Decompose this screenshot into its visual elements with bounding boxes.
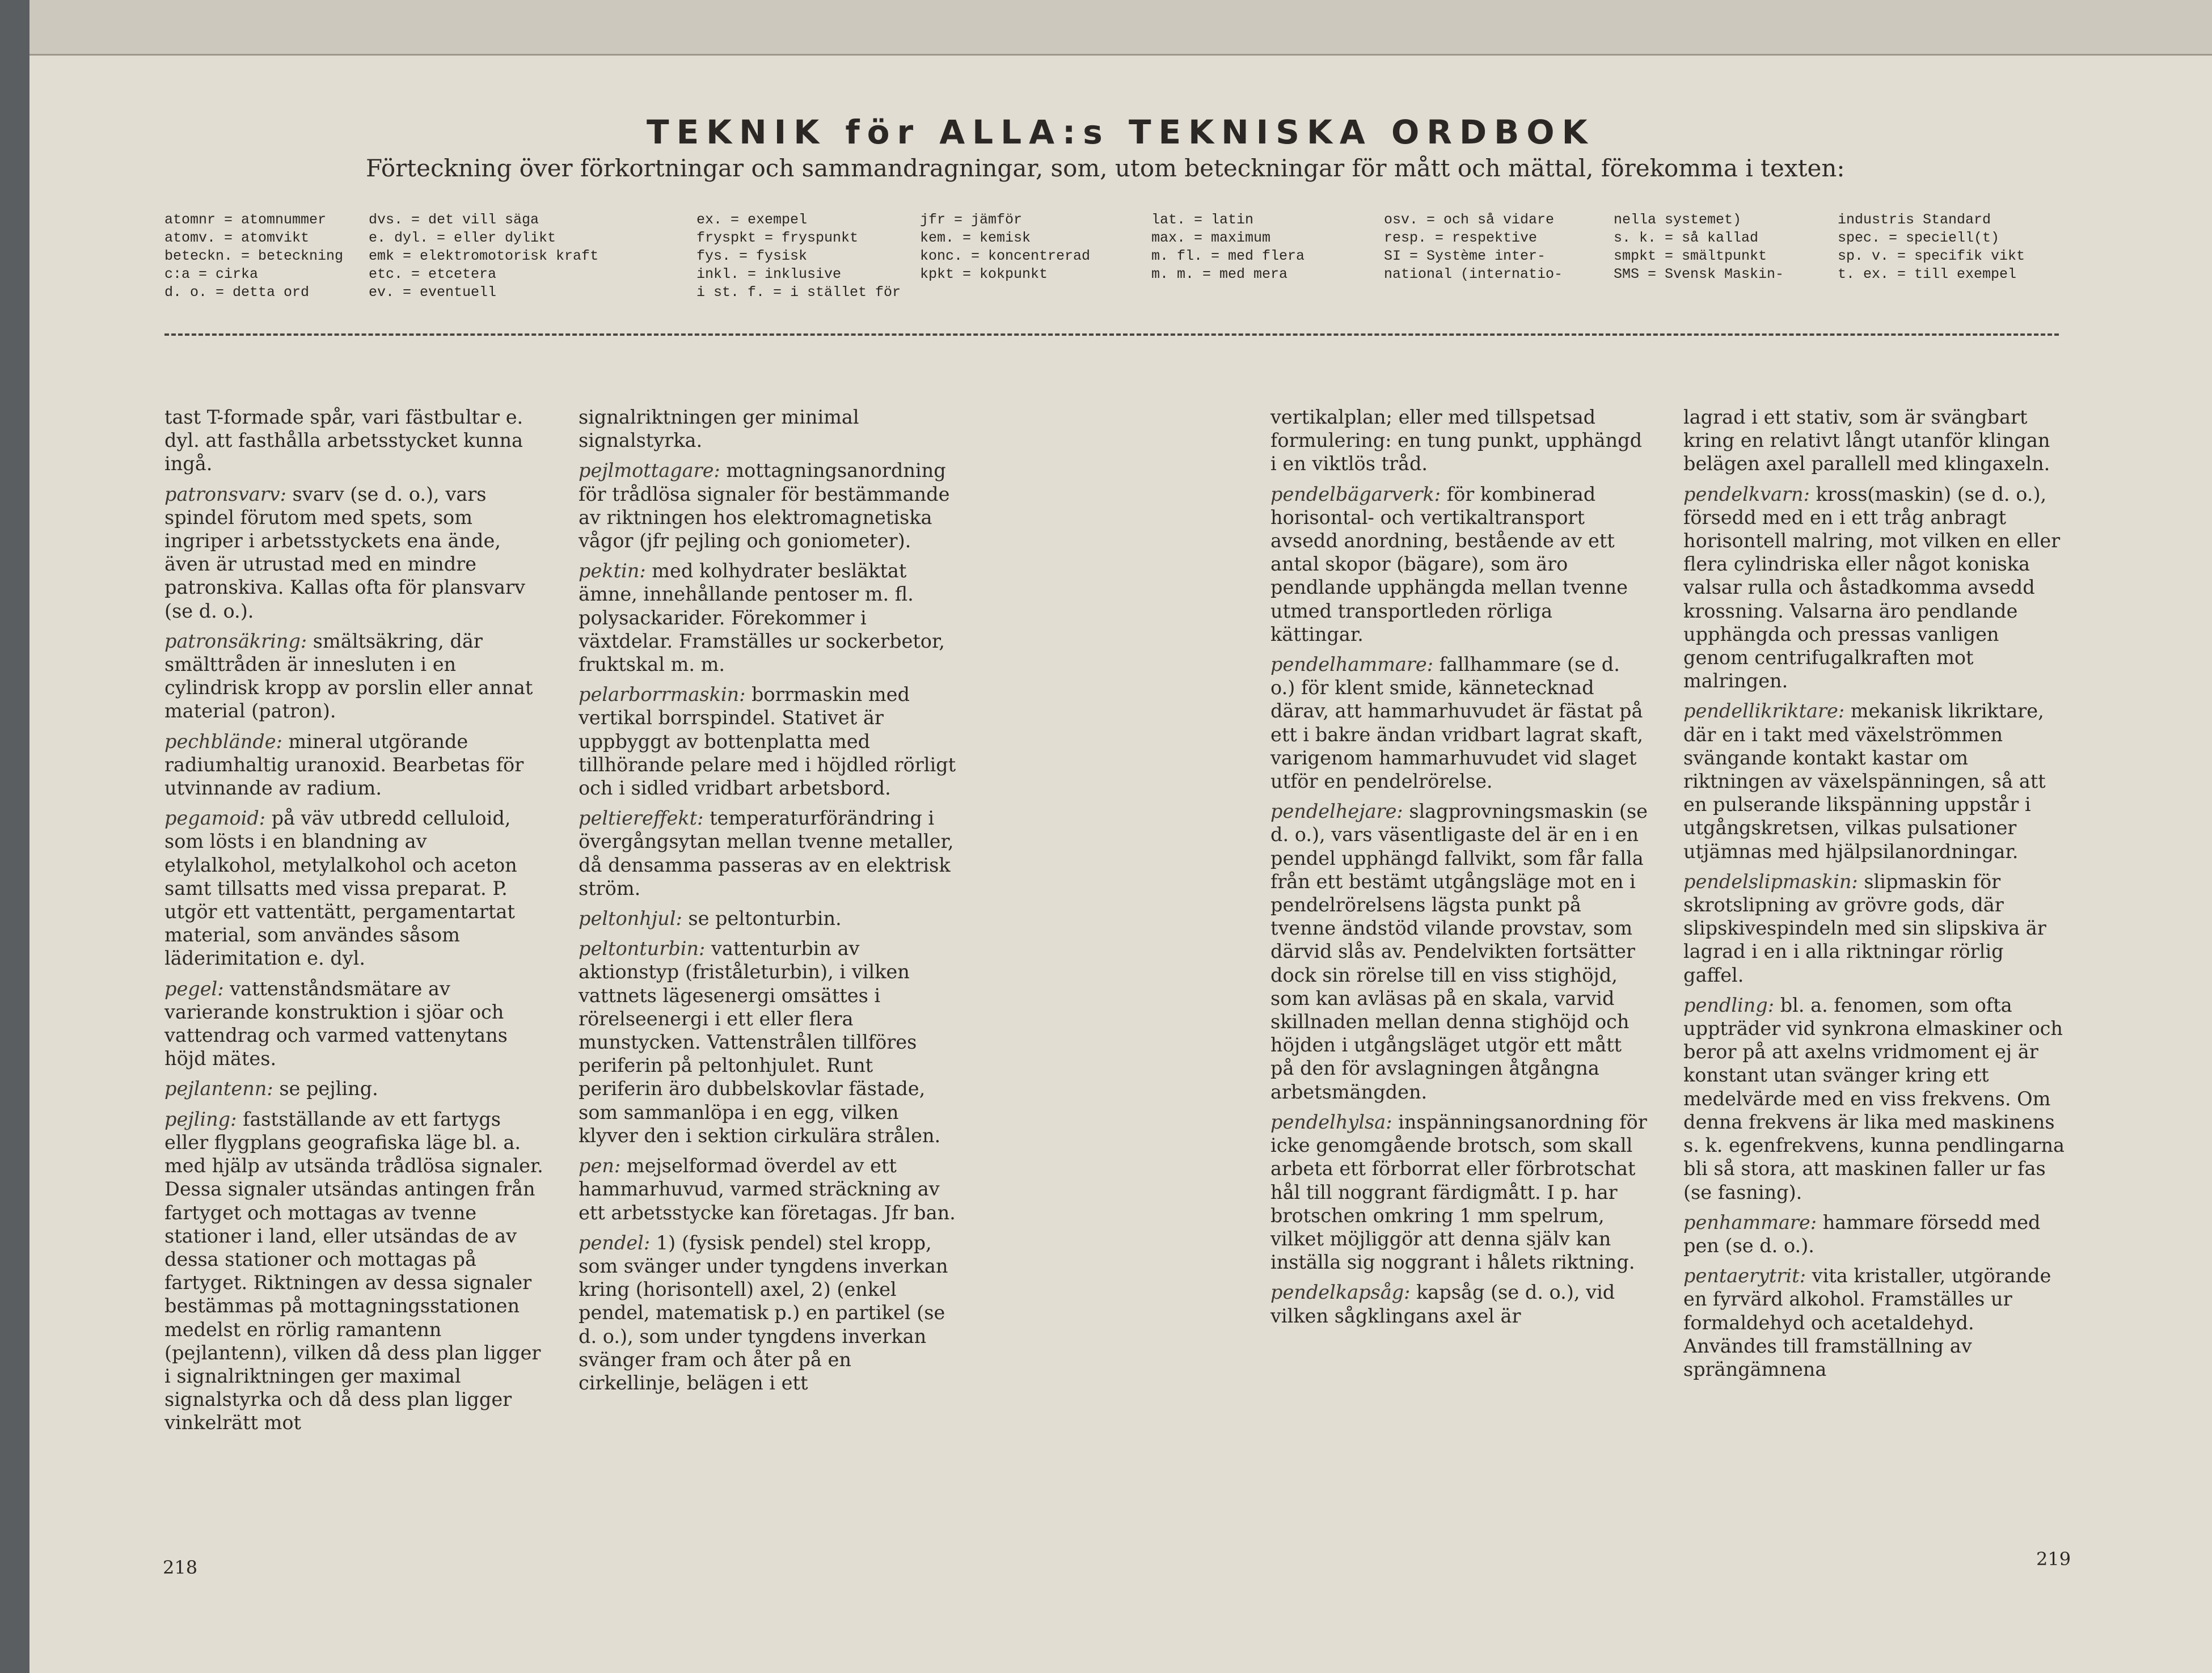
abbreviation-entry: ex. = exempel (696, 212, 808, 228)
abbreviation-entry: SMS = Svensk Maskin- (1614, 266, 1784, 282)
abbreviation-column (164, 211, 343, 302)
entry-definition: vita kristaller, utgörande en fyrvärd alkohol. Framställes ur formaldehyd och acetaldehyd. Användes till framställning av sprängämnena (1683, 1265, 2051, 1380)
dictionary-column (1270, 405, 1648, 1334)
entry-term: pendling: (1683, 994, 1775, 1016)
dictionary-entry (1683, 699, 2069, 863)
entry-term: pechblände: (164, 730, 282, 753)
abbreviation-entry: kpkt = kokpunkt (920, 266, 1048, 282)
dictionary-entry (1683, 483, 2069, 693)
entry-definition: kapsåg (se d. o.), vid vilken sågklingans axel är (1270, 1281, 1615, 1327)
page-number-left: 218 (163, 1557, 198, 1578)
abbreviation-entry: kem. = kemisk (920, 230, 1031, 246)
dictionary-entry (164, 1108, 544, 1435)
entry-definition: med kolhydrater besläktat ämne, innehållande pentoser m. fl. polysackarider. Förekommer i växtdelar. Framställes ur sockerbetor, fruktskal m. m. (579, 560, 945, 676)
abbreviation-entry: spec. = speciell(t) (1838, 230, 2000, 246)
entry-definition: 1) (fysisk pendel) stel kropp, som svänger under tyngdens inverkan kring (horisontell) axel, 2) (enkel pendel, matematisk p.) en partikel (se d. o.), som under tyngdens inverkan svänger fram och åter på en cirkellinje, belägen i ett (579, 1231, 948, 1394)
abbreviation-entry: beteckn. = beteckning (164, 248, 344, 264)
abbreviation-column (1384, 211, 1563, 284)
entry-term: pejling: (164, 1108, 237, 1130)
abbreviation-entry: ev. = eventuell (369, 284, 497, 301)
abbreviation-entry: s. k. = så kallad (1614, 230, 1759, 246)
dictionary-entry (164, 730, 544, 800)
abbreviation-entry: fys. = fysisk (696, 248, 808, 264)
page-number-right: 219 (2036, 1548, 2071, 1570)
abbreviation-entry: i st. f. = i stället för (696, 284, 901, 301)
entry-term: pendel: (579, 1231, 651, 1254)
entry-definition: vertikalplan; eller med tillspetsad formulering: en tung punkt, upphängd i en viktlös tråd. (1270, 406, 1643, 475)
page-subtitle: Förteckning över förkortningar och sammandragningar, som, utom beteckningar för mått och mättal, förekomma i texten: (366, 154, 1845, 182)
dictionary-entry (164, 483, 544, 623)
entry-term: pegamoid: (164, 807, 266, 830)
dictionary-entry (164, 1077, 544, 1100)
entry-term: peltonturbin: (579, 937, 706, 960)
abbreviation-entry: osv. = och så vidare (1384, 212, 1555, 228)
abbreviation-column (696, 211, 901, 302)
abbreviation-entry: dvs. = det vill säga (369, 212, 539, 228)
dictionary-entry (579, 459, 959, 552)
entry-definition: mekanisk likriktare, där en i takt med växelströmmen svängande kontakt kastar om riktningen av växelspänningen, så att en pulserande likspänning uppstår i utgångskretsen, vilkas pulsationer utjämnas med hjälpsilanordningar. (1683, 700, 2046, 863)
abbreviation-column (1614, 211, 1784, 284)
entry-definition: lagrad i ett stativ, som är svängbart kring en relativt långt utanför klingan belägen axel parallell med klingaxeln. (1683, 406, 2050, 475)
entry-term: pendelslipmaskin: (1683, 870, 1858, 893)
dictionary-entry (1270, 653, 1648, 793)
entry-term: pendellikriktare: (1683, 700, 1845, 723)
entry-term: pendelkvarn: (1683, 483, 1810, 505)
dictionary-entry (1683, 405, 2069, 476)
abbreviation-entry: SI = Système inter- (1384, 248, 1546, 264)
entry-definition: mejselformad överdel av ett hammarhuvud, varmed sträckning av ett arbetsstycke kan företagas. Jfr ban. (579, 1155, 956, 1224)
entry-term: pejlantenn: (164, 1078, 273, 1100)
abbreviation-entry: smpkt = smältpunkt (1614, 248, 1767, 264)
abbreviation-entry: inkl. = inklusive (696, 266, 842, 282)
entry-term: pektin: (579, 560, 646, 582)
entry-definition: kross(maskin) (se d. o.), försedd med en i ett tråg anbragt horisontell malring, mot vilken en eller flera cylindriska eller något koniska valsar rulla och åstadkomma avsedd krossning. Valsarna äro pendlande upphängda och pressas vanligen genom centrifugalkraften mot malringen. (1683, 483, 2061, 692)
dictionary-entry (164, 806, 544, 970)
abbreviation-entry: m. m. = med mera (1151, 266, 1288, 282)
entry-definition: inspänningsanordning för icke genomgående brotsch, som skall arbeta ett förborrat eller förbrotschat hål till noggrant färdigmått. I p. har brotschen omkring 1 mm spelrum, vilket möjliggör att denna själv kan inställa sig noggrant i hålets riktning. (1270, 1110, 1647, 1274)
dictionary-entry (579, 1154, 959, 1224)
dictionary-entry (1270, 800, 1648, 1104)
entry-term: patronsäkring: (164, 630, 307, 652)
entry-term: peltonhjul: (579, 907, 682, 930)
abbreviation-column (1838, 211, 2025, 284)
dictionary-entry (164, 977, 544, 1071)
dictionary-entry (1270, 1110, 1648, 1274)
dictionary-column (1683, 405, 2069, 1388)
dictionary-entry (1683, 870, 2069, 987)
dashed-divider (164, 333, 2059, 336)
entry-term: penhammare: (1683, 1211, 1817, 1233)
entry-definition: smältsäkring, där smälttråden är innesluten i en cylindrisk kropp av porslin eller annat material (patron). (164, 630, 533, 723)
entry-definition: hammare försedd med pen (se d. o.). (1683, 1211, 2041, 1257)
entry-definition: vattenturbin av aktionstyp (friståleturbin), i vilken vattnets lägesenergi omsättes i rörelseenergi i ett eller flera munstycken. Vattenstrålen tillföres periferin på peltonhjulet. Runt periferin äro dubbelskovlar fästade, som sammanlöpa i en egg, vilken klyver den i sektion cirkulära strålen. (579, 937, 941, 1147)
entry-term: pejlmottagare: (579, 459, 720, 482)
abbreviation-column (1151, 211, 1305, 284)
entry-definition: se pejling. (279, 1078, 378, 1100)
entry-definition: fastställande av ett fartygs eller flygplans geografiska läge bl. a. med hjälp av utsända trådlösa signaler. Dessa signaler utsändas antingen från fartyget och mottagas av tvenne stationer i land, eller utsändas de av dessa stationer och mottagas på fartyget. Riktningen av dessa signaler bestämmas på mottagningsstationen medelst en rörlig ramantenn (pejlantenn), vilken då dess plan ligger i signalriktningen ger maximal signalstyrka och då dess plan ligger vinkelrätt mot (164, 1108, 543, 1434)
abbreviation-entry: atomv. = atomvikt (164, 230, 310, 246)
abbreviation-entry: fryspkt = fryspunkt (696, 230, 859, 246)
abbreviation-entry: resp. = respektive (1384, 230, 1538, 246)
dictionary-entry (579, 683, 959, 800)
entry-definition: tast T-formade spår, vari fästbultar e. dyl. att fasthålla arbetsstycket kunna ingå. (164, 406, 524, 475)
page-title: TEKNIK för ALLA:s TEKNISKA ORDBOK (647, 113, 1595, 151)
previous-page-edge (0, 0, 2212, 56)
entry-definition: fallhammare (se d. o.) för klent smide, kännetecknad därav, att hammarhuvudet är fästat på ett i bakre ändan vridbart lagrat skaft, varigenom hammarhuvudet vid slaget utför en pendelrörelse. (1270, 653, 1643, 793)
abbreviation-entry: industris Standard (1838, 212, 1991, 228)
entry-term: pendelhejare: (1270, 800, 1403, 823)
dictionary-column (164, 405, 544, 1442)
dictionary-entry (1270, 405, 1648, 476)
entry-term: pendelkapsåg: (1270, 1281, 1411, 1304)
entry-definition: mottagningsanordning för trådlösa signaler för bestämmande av riktningen hos elektromagnetiska vågor (jfr pejling och goniometer). (579, 459, 950, 552)
abbreviation-entry: jfr = jämför (920, 212, 1023, 228)
entry-definition: bl. a. fenomen, som ofta uppträder vid synkrona elmaskiner och beror på att axelns vridmoment ej är konstant utan svänger kring ett medelvärde med en viss frekvens. Om denna frekvens är lika med maskinens s. k. egenfrekvens, kunna pendlingarna bli så stora, att maskinen faller ur fas (se fasning). (1683, 994, 2065, 1203)
dictionary-entry (1683, 1211, 2069, 1257)
dictionary-entry (164, 630, 544, 723)
entry-term: pen: (579, 1155, 621, 1177)
abbreviation-entry: atomnr = atomnummer (164, 212, 327, 228)
abbreviation-entry: max. = maximum (1151, 230, 1271, 246)
entry-definition: borrmaskin med vertikal borrspindel. Stativet är uppbyggt av bottenplatta med tillhörande pelare med i höjdled rörligt och i sidled vridbart arbetsbord. (579, 683, 956, 800)
abbreviation-entry: lat. = latin (1151, 212, 1254, 228)
entry-term: pegel: (164, 977, 224, 1000)
entry-definition: för kombinerad horisontal- och vertikaltransport avsedd anordning, bestående av ett antal skopor (bägare), som äro pendlande upphängda mellan tvenne utmed transportleden rörliga kättingar. (1270, 483, 1628, 645)
abbreviation-entry: m. fl. = med flera (1151, 248, 1305, 264)
abbreviation-entry: national (internatio- (1384, 266, 1563, 282)
dictionary-entry (579, 559, 959, 676)
dictionary-entry (579, 1231, 959, 1395)
entry-definition: slagprovningsmaskin (se d. o.), vars väsentligaste del är en i en pendel upphängd fallvikt, som får falla från ett bestämt utgångsläge mot en i pendelrörelsens lägsta punkt på tvenne ändstöd vilande provstav, som därvid slås av. Pendelvikten fortsätter dock sin rörelse till en viss stighöjd, som kan avläsas på en skala, varvid skillnaden mellan denna stighöjd och höjden i utgångsläget utgör ett mått på den för avslagningen åtgångna arbetsmängden. (1270, 800, 1648, 1103)
dictionary-entry (579, 937, 959, 1147)
dictionary-entry (1270, 1281, 1648, 1327)
dictionary-entry (164, 405, 544, 476)
dictionary-entry (1270, 483, 1648, 646)
abbreviation-column (920, 211, 1090, 284)
dictionary-entry (1683, 1264, 2069, 1381)
dictionary-entry (579, 405, 959, 452)
abbreviation-entry: d. o. = detta ord (164, 284, 310, 301)
entry-definition: temperaturförändring i övergångsytan mellan tvenne metaller, då densamma passeras av en elektrisk ström. (579, 807, 954, 899)
entry-term: patronsvarv: (164, 483, 286, 505)
entry-definition: vattenståndsmätare av varierande konstruktion i sjöar och vattendrag och varmed vattenytans höjd mätes. (164, 977, 508, 1070)
entry-definition: se peltonturbin. (688, 907, 842, 930)
entry-definition: på väv utbredd celluloid, som lösts i en blandning av etylalkohol, metylalkohol och aceton samt tillsatts med vissa preparat. P. utgör ett vattentätt, pergamentartat material, som användes såsom läderimitation e. dyl. (164, 807, 517, 970)
entry-term: pelarborrmaskin: (579, 683, 746, 706)
abbreviation-entry: t. ex. = till exempel (1838, 266, 2017, 282)
abbreviation-entry: e. dyl. = eller dylikt (369, 230, 556, 246)
abbreviation-entry: etc. = etcetera (369, 266, 497, 282)
abbreviation-entry: emk = elektromotorisk kraft (369, 248, 599, 264)
abbreviation-entry: nella systemet) (1614, 212, 1742, 228)
abbreviation-entry: konc. = koncentrerad (920, 248, 1091, 264)
dictionary-entry (1683, 994, 2069, 1204)
entry-term: pendelhammare: (1270, 653, 1434, 676)
entry-term: pentaerytrit: (1683, 1265, 1806, 1287)
entry-term: peltiereffekt: (579, 807, 704, 830)
dictionary-entry (579, 806, 959, 900)
abbreviation-entry: c:a = cirka (164, 266, 259, 282)
entry-term: pendelhylsa: (1270, 1110, 1392, 1133)
dictionary-entry (579, 907, 959, 930)
book-spine (0, 0, 29, 1673)
abbreviation-entry: sp. v. = specifik vikt (1838, 248, 2025, 264)
entry-definition: mineral utgörande radiumhaltig uranoxid. Bearbetas för utvinnande av radium. (164, 730, 524, 800)
entry-definition: slipmaskin för skrotslipning av grövre gods, där slipskivespindeln med sin slipskiva är lagrad i en i alla riktningar rörlig gaffel. (1683, 870, 2046, 986)
entry-definition: signalriktningen ger minimal signalstyrka. (579, 406, 859, 452)
dictionary-column (579, 405, 959, 1401)
entry-term: pendelbägarverk: (1270, 483, 1441, 505)
entry-definition: svarv (se d. o.), vars spindel förutom med spets, som ingriper i arbetsstyckets ena ände, även är utrustad med en mindre patronskiva. Kallas ofta för plansvarv (se d. o.). (164, 483, 525, 622)
abbreviation-column (369, 211, 598, 302)
